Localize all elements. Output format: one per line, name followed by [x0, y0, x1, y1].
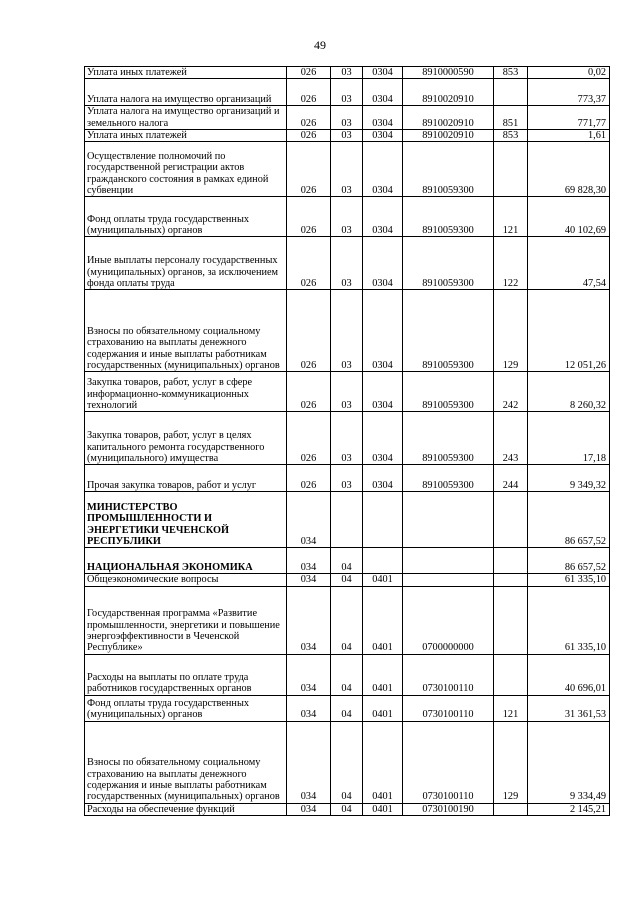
- gr-code-cell: 034: [287, 548, 331, 574]
- pr-code-cell: 0304: [363, 142, 403, 197]
- table-row: [85, 290, 610, 372]
- table-row: [85, 142, 610, 197]
- vr-code-cell: 121: [494, 695, 528, 721]
- vr-code-cell: [494, 492, 528, 548]
- csr-code-cell: 0730100190: [403, 803, 494, 815]
- amount-cell: 773,37: [528, 79, 610, 106]
- row-name-cell: Общеэкономические вопросы: [85, 574, 287, 586]
- gr-code-cell: 034: [287, 574, 331, 586]
- row-name-cell: Государственная программа «Развитие промышленности, энергетики и повышение энергоэффективности в Чеченской Республике»: [85, 586, 287, 654]
- pr-code-cell: 0401: [363, 574, 403, 586]
- table-row: [85, 574, 610, 586]
- amount-cell: 31 361,53: [528, 695, 610, 721]
- vr-code-cell: 129: [494, 290, 528, 372]
- rz-code-cell: 04: [331, 548, 363, 574]
- row-name-cell: Уплата иных платежей: [85, 129, 287, 141]
- pr-code-cell: 0304: [363, 67, 403, 79]
- gr-code-cell: 026: [287, 67, 331, 79]
- pr-code-cell: 0304: [363, 106, 403, 130]
- csr-code-cell: 8910059300: [403, 237, 494, 290]
- vr-code-cell: [494, 574, 528, 586]
- pr-code-cell: 0304: [363, 129, 403, 141]
- amount-cell: 8 260,32: [528, 372, 610, 412]
- table-row: [85, 129, 610, 141]
- row-name-cell: Фонд оплаты труда государственных (муниципальных) органов: [85, 695, 287, 721]
- amount-cell: 69 828,30: [528, 142, 610, 197]
- vr-code-cell: 122: [494, 237, 528, 290]
- gr-code-cell: 026: [287, 106, 331, 130]
- gr-code-cell: 026: [287, 142, 331, 197]
- amount-cell: 40 696,01: [528, 654, 610, 695]
- rz-code-cell: [331, 492, 363, 548]
- vr-code-cell: [494, 548, 528, 574]
- amount-cell: 47,54: [528, 237, 610, 290]
- gr-code-cell: 034: [287, 654, 331, 695]
- csr-code-cell: 0730100110: [403, 695, 494, 721]
- vr-code-cell: 851: [494, 106, 528, 130]
- row-name-cell: Иные выплаты персоналу государственных (муниципальных) органов, за исключением фонда оплаты труда: [85, 237, 287, 290]
- csr-code-cell: 0730100110: [403, 721, 494, 803]
- rz-code-cell: 04: [331, 695, 363, 721]
- gr-code-cell: 034: [287, 721, 331, 803]
- gr-code-cell: 034: [287, 586, 331, 654]
- row-name-cell: Закупка товаров, работ, услуг в сфере информационно-коммуникационных технологий: [85, 372, 287, 412]
- pr-code-cell: 0401: [363, 721, 403, 803]
- gr-code-cell: 026: [287, 129, 331, 141]
- vr-code-cell: [494, 803, 528, 815]
- csr-code-cell: 8910020910: [403, 79, 494, 106]
- vr-code-cell: 129: [494, 721, 528, 803]
- rz-code-cell: 03: [331, 237, 363, 290]
- rz-code-cell: 04: [331, 586, 363, 654]
- row-name-cell: Уплата иных платежей: [85, 67, 287, 79]
- table-row: [85, 412, 610, 465]
- rz-code-cell: 03: [331, 79, 363, 106]
- table-row: [85, 695, 610, 721]
- gr-code-cell: 026: [287, 465, 331, 492]
- rz-code-cell: 04: [331, 803, 363, 815]
- table-row: [85, 586, 610, 654]
- table-row: [85, 67, 610, 79]
- row-name-cell: Осуществление полномочий по государственной регистрации актов гражданского состояния в рамках единой субвенции: [85, 142, 287, 197]
- row-name-cell: НАЦИОНАЛЬНАЯ ЭКОНОМИКА: [85, 548, 287, 574]
- pr-code-cell: 0304: [363, 412, 403, 465]
- rz-code-cell: 03: [331, 465, 363, 492]
- page-number: 49: [314, 38, 326, 52]
- csr-code-cell: 8910059300: [403, 290, 494, 372]
- pr-code-cell: 0304: [363, 290, 403, 372]
- vr-code-cell: 853: [494, 129, 528, 141]
- pr-code-cell: 0401: [363, 803, 403, 815]
- table-row: [85, 197, 610, 237]
- pr-code-cell: 0304: [363, 79, 403, 106]
- row-name-cell: Взносы по обязательному социальному страхованию на выплаты денежного содержания и иные выплаты работникам государственных (муниципальных) органов: [85, 721, 287, 803]
- rz-code-cell: 04: [331, 654, 363, 695]
- amount-cell: 9 349,32: [528, 465, 610, 492]
- pr-code-cell: [363, 492, 403, 548]
- gr-code-cell: 026: [287, 412, 331, 465]
- rz-code-cell: 03: [331, 412, 363, 465]
- pr-code-cell: 0401: [363, 695, 403, 721]
- rz-code-cell: 03: [331, 197, 363, 237]
- pr-code-cell: 0304: [363, 237, 403, 290]
- pr-code-cell: 0304: [363, 372, 403, 412]
- csr-code-cell: 0730100110: [403, 654, 494, 695]
- table-row: [85, 803, 610, 815]
- amount-cell: 40 102,69: [528, 197, 610, 237]
- vr-code-cell: 853: [494, 67, 528, 79]
- table-row: [85, 654, 610, 695]
- rz-code-cell: 03: [331, 142, 363, 197]
- vr-code-cell: [494, 654, 528, 695]
- pr-code-cell: 0401: [363, 586, 403, 654]
- amount-cell: 0,02: [528, 67, 610, 79]
- gr-code-cell: 034: [287, 803, 331, 815]
- rz-code-cell: 04: [331, 721, 363, 803]
- row-name-cell: Уплата налога на имущество организаций: [85, 79, 287, 106]
- table-row: [85, 721, 610, 803]
- table-row: [85, 465, 610, 492]
- row-name-cell: Расходы на обеспечение функций: [85, 803, 287, 815]
- csr-code-cell: 8910000590: [403, 67, 494, 79]
- amount-cell: 2 145,21: [528, 803, 610, 815]
- table-body: [85, 67, 610, 816]
- gr-code-cell: 026: [287, 372, 331, 412]
- amount-cell: 86 657,52: [528, 548, 610, 574]
- gr-code-cell: 026: [287, 197, 331, 237]
- pr-code-cell: 0401: [363, 654, 403, 695]
- rz-code-cell: 03: [331, 129, 363, 141]
- vr-code-cell: 243: [494, 412, 528, 465]
- vr-code-cell: 244: [494, 465, 528, 492]
- pr-code-cell: [363, 548, 403, 574]
- pr-code-cell: 0304: [363, 197, 403, 237]
- vr-code-cell: [494, 142, 528, 197]
- amount-cell: 61 335,10: [528, 586, 610, 654]
- vr-code-cell: [494, 79, 528, 106]
- csr-code-cell: 8910059300: [403, 142, 494, 197]
- csr-code-cell: 8910059300: [403, 412, 494, 465]
- amount-cell: 771,77: [528, 106, 610, 130]
- rz-code-cell: 03: [331, 106, 363, 130]
- rz-code-cell: 03: [331, 372, 363, 412]
- amount-cell: 86 657,52: [528, 492, 610, 548]
- row-name-cell: Взносы по обязательному социальному страхованию на выплаты денежного содержания и иные выплаты работникам государственных (муниципальных) органов: [85, 290, 287, 372]
- csr-code-cell: 8910059300: [403, 465, 494, 492]
- budget-table: [84, 66, 610, 816]
- row-name-cell: Закупка товаров, работ, услуг в целях капитального ремонта государственного (муниципального) имущества: [85, 412, 287, 465]
- table-row: [85, 237, 610, 290]
- amount-cell: 61 335,10: [528, 574, 610, 586]
- gr-code-cell: 026: [287, 290, 331, 372]
- rz-code-cell: 04: [331, 574, 363, 586]
- table-row: [85, 79, 610, 106]
- row-name-cell: МИНИСТЕРСТВО ПРОМЫШЛЕННОСТИ И ЭНЕРГЕТИКИ ЧЕЧЕНСКОЙ РЕСПУБЛИКИ: [85, 492, 287, 548]
- csr-code-cell: 8910020910: [403, 106, 494, 130]
- vr-code-cell: [494, 586, 528, 654]
- vr-code-cell: 121: [494, 197, 528, 237]
- csr-code-cell: 8910020910: [403, 129, 494, 141]
- amount-cell: 1,61: [528, 129, 610, 141]
- amount-cell: 17,18: [528, 412, 610, 465]
- amount-cell: 9 334,49: [528, 721, 610, 803]
- table-row: [85, 106, 610, 130]
- gr-code-cell: 026: [287, 79, 331, 106]
- table-row: [85, 372, 610, 412]
- csr-code-cell: 8910059300: [403, 372, 494, 412]
- csr-code-cell: [403, 574, 494, 586]
- csr-code-cell: 8910059300: [403, 197, 494, 237]
- row-name-cell: Фонд оплаты труда государственных (муниципальных) органов: [85, 197, 287, 237]
- rz-code-cell: 03: [331, 290, 363, 372]
- csr-code-cell: [403, 492, 494, 548]
- pr-code-cell: 0304: [363, 465, 403, 492]
- gr-code-cell: 034: [287, 695, 331, 721]
- amount-cell: 12 051,26: [528, 290, 610, 372]
- row-name-cell: Уплата налога на имущество организаций и земельного налога: [85, 106, 287, 130]
- row-name-cell: Прочая закупка товаров, работ и услуг: [85, 465, 287, 492]
- table-row: [85, 548, 610, 574]
- gr-code-cell: 026: [287, 237, 331, 290]
- gr-code-cell: 034: [287, 492, 331, 548]
- csr-code-cell: [403, 548, 494, 574]
- csr-code-cell: 0700000000: [403, 586, 494, 654]
- row-name-cell: Расходы на выплаты по оплате труда работников государственных органов: [85, 654, 287, 695]
- table-row: [85, 492, 610, 548]
- vr-code-cell: 242: [494, 372, 528, 412]
- rz-code-cell: 03: [331, 67, 363, 79]
